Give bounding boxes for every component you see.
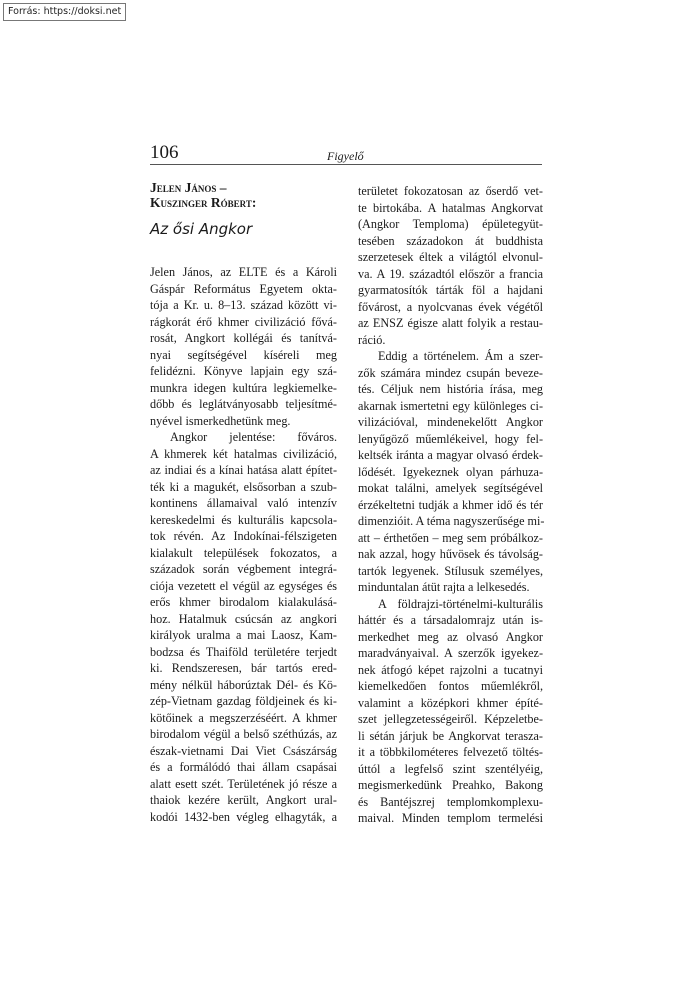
text-line: merkedhet meg az olvasó Angkor: [358, 629, 543, 644]
text-line: nyai segítségével kíséreli meg: [150, 347, 337, 362]
text-line: dőbb és leglátványosabb teljesítmé-: [150, 397, 337, 411]
text-line: akarnak ismertetni egy különleges ci-: [358, 398, 543, 413]
text-line: tartók legyenek. Stílusuk személyes,: [358, 563, 543, 578]
text-line: te birtokába. A hatalmas Angkorvat: [358, 200, 543, 215]
text-line: dimenzióit. A téma nagyszerűsége mi-: [358, 514, 545, 528]
text-line: nek átfogó képet rajzolni a tucatnyi: [358, 662, 543, 677]
header-rule: [150, 164, 542, 165]
text-line: li sétán járjuk be Angkorvat terasza-: [358, 728, 543, 743]
text-line: kodói 1432-ben végleg elhagyták, a: [150, 809, 337, 824]
text-line: A khmerek két hatalmas civilizáció,: [150, 446, 337, 461]
text-line: hoz. Hatalmuk csúcsán az angkori: [150, 611, 337, 626]
text-line: Angkor jelentése: főváros.: [170, 430, 337, 444]
text-line: tesében századokon át buddhista: [358, 233, 543, 248]
text-line: tója a Kr. u. 8–13. század között vi-: [150, 298, 337, 312]
running-title: Figyelő: [327, 149, 364, 163]
text-line: rágkorát érő khmer civilizáció fővá-: [150, 314, 337, 329]
text-line: vilizációval, mindenekelőtt Angkor: [358, 415, 543, 429]
text-line: területet fokozatosan az őserdő vet-: [358, 184, 543, 198]
text-line: munkra idegen kultúra legkiemelke-: [150, 380, 337, 395]
text-line: érzékeltetni tudják a khmer idő és tér: [358, 497, 543, 512]
text-line: és a formálódó thai állam csapásai: [150, 760, 337, 774]
text-line: királyok uralma a mai Laosz, Kam-: [150, 628, 337, 642]
text-line: bodzsa és Thaiföld területére terjedt: [150, 644, 337, 659]
text-line: szerzetesek éltek a világtól elvonul-: [358, 250, 543, 264]
text-line: va. A 19. századtól először a francia: [358, 266, 543, 281]
text-line: mény nélkül háborúztak Dél- és Kö-: [150, 677, 337, 692]
book-title: Az ősi Angkor: [150, 220, 253, 238]
text-line: nak azzal, hogy hűvösek és távolság-: [358, 547, 543, 561]
text-line: (Angkor Temploma) épületegyüt-: [358, 217, 543, 231]
author-line: Kuszinger Róbert:: [150, 195, 257, 210]
text-line: kötőinek a megszerzéséért. A khmer: [150, 710, 337, 725]
text-line: lenyűgöző műemlékeivel, hogy fel-: [358, 431, 543, 446]
text-line: nyével ismerkedhetünk meg.: [150, 413, 291, 428]
text-line: észak-vietnami Dai Viet Császárság: [150, 743, 337, 758]
text-line: alatt esett szét. Területének jó része a: [150, 776, 337, 791]
text-line: erős khmer birodalom kialakulásá-: [150, 595, 337, 609]
text-line: gyarmatosítók tárták föl a hajdani: [358, 283, 543, 297]
text-line: valamint a középkori khmer építé-: [358, 695, 543, 710]
text-line: ráció.: [358, 332, 386, 347]
author-line: Jelen János –: [150, 180, 227, 195]
source-watermark: Forrás: https://doksi.net: [3, 3, 126, 21]
text-line: lődését. Igyekeznek olyan párhuza-: [358, 464, 543, 479]
text-line: háttér és a társadalomrajz után is-: [358, 613, 543, 627]
text-line: mokat találni, amelyek segítségével: [358, 481, 543, 495]
text-line: úttól a legfelső szint szentélyéig,: [358, 761, 543, 776]
text-line: az indiai és a kínai hatása alatt építet-: [150, 463, 337, 477]
text-line: zők számára mindez csupán beveze-: [358, 365, 543, 380]
text-line: kiemelkedően fontos műemlékről,: [358, 679, 543, 693]
text-line: A földrajzi-történelmi-kulturális: [378, 596, 543, 611]
text-line: és Bantéjszrej templomkomplexu-: [358, 794, 543, 809]
text-line: Gáspár Református Egyetem okta-: [150, 281, 337, 296]
text-line: megismerkedünk Preahko, Bakong: [358, 778, 543, 792]
text-line: ték ki a magukét, elsősorban a szub-: [150, 479, 337, 494]
text-line: kialakult települések fokozatos, a: [150, 545, 337, 560]
right-text-column: [358, 183, 543, 827]
text-line: tés. Céljuk nem história írása, meg: [358, 382, 543, 396]
text-line: Jelen János, az ELTE és a Károli: [150, 265, 337, 279]
text-line: att – érthetően – meg sem próbálkoz-: [358, 530, 543, 545]
text-line: minduntalan átüt rajta a lelkesedés.: [358, 580, 530, 594]
text-line: századok során végbement integrá-: [150, 562, 337, 576]
text-line: zép-Vietnam gazdag földjeinek és ki-: [150, 694, 337, 708]
text-line: maradványaival. A szerzők igyekez-: [358, 646, 543, 660]
text-line: it a többkilométeres felvezető töltés-: [358, 745, 543, 759]
text-line: felidézni. Könyve lapjain egy szá-: [150, 364, 337, 378]
left-text-column: [150, 264, 337, 825]
text-line: maival. Minden templom termelési: [358, 811, 543, 825]
text-line: kontinens államaival való intenzív: [150, 496, 337, 510]
text-line: Eddig a történelem. Ám a szer-: [378, 349, 543, 363]
text-line: kereskedelmi és kulturális kapcsola-: [150, 512, 337, 527]
text-line: thaiok kezére került, Angkort ural-: [150, 793, 337, 807]
text-line: fővárost, a nyolcvanas évek végétől: [358, 299, 543, 314]
page-number: 106: [150, 142, 179, 163]
text-line: tok révén. Az Indokínai-félszigeten: [150, 529, 337, 543]
text-line: ki. Rendszeresen, bár tartós ered-: [150, 661, 337, 675]
article-authors: [150, 180, 340, 210]
text-line: az ENSZ égisze alatt folyik a restau-: [358, 316, 543, 330]
text-line: rosát, Angkort kollégái és tanítvá-: [150, 331, 337, 345]
text-line: szet jellegzetességeiről. Képzeletbe-: [358, 712, 543, 726]
text-line: birodalom végül a belső széthúzás, az: [150, 727, 337, 741]
text-line: ciója vezetett el végül az egységes és: [150, 578, 337, 593]
text-line: keltsék iránta a magyar olvasó érdek-: [358, 448, 543, 462]
